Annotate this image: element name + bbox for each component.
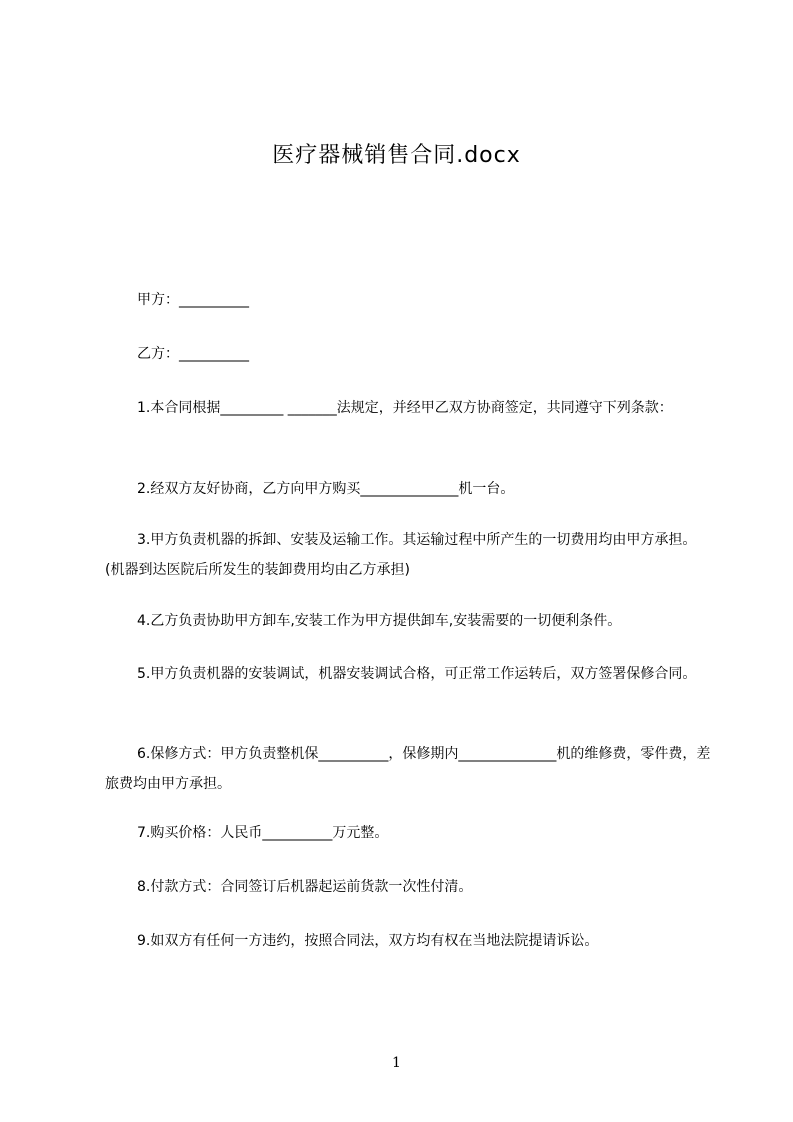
document-title: 医疗器械销售合同.docx bbox=[272, 143, 521, 168]
clause-8: 8.付款方式：合同签订后机器起运前货款一次性付清。 bbox=[137, 879, 473, 895]
page-number: 1 bbox=[392, 1055, 401, 1071]
clause-6: 6.保修方式：甲方负责整机保__________，保修期内______________机的维修费，零件费，差旅费均由甲方承担。 bbox=[105, 746, 711, 792]
clause-1: 1.本合同根据_________ _______法规定，并经甲乙双方协商签定，共同遵守下列条款： bbox=[137, 400, 673, 416]
clause-9: 9.如双方有任何一方违约，按照合同法，双方均有权在当地法院提请诉讼。 bbox=[137, 933, 599, 949]
clause-2: 2.经双方友好协商，乙方向甲方购买______________机一台。 bbox=[137, 481, 515, 497]
clause-4: 4.乙方负责协助甲方卸车,安装工作为甲方提供卸车,安装需要的一切便利条件。 bbox=[137, 613, 622, 629]
clause-5: 5.甲方负责机器的安装调试，机器安装调试合格，可正常工作运转后，双方签署保修合同。 bbox=[137, 666, 697, 682]
party-a-line: 甲方：__________ bbox=[137, 292, 249, 308]
clause-7: 7.购买价格：人民币__________万元整。 bbox=[137, 825, 389, 841]
clause-3: 3.甲方负责机器的拆卸、安装及运输工作。其运输过程中所产生的一切费用均由甲方承担。(机器到达医院后所发生的装卸费用均由乙方承担) bbox=[105, 532, 697, 578]
party-b-line: 乙方：__________ bbox=[137, 346, 249, 362]
